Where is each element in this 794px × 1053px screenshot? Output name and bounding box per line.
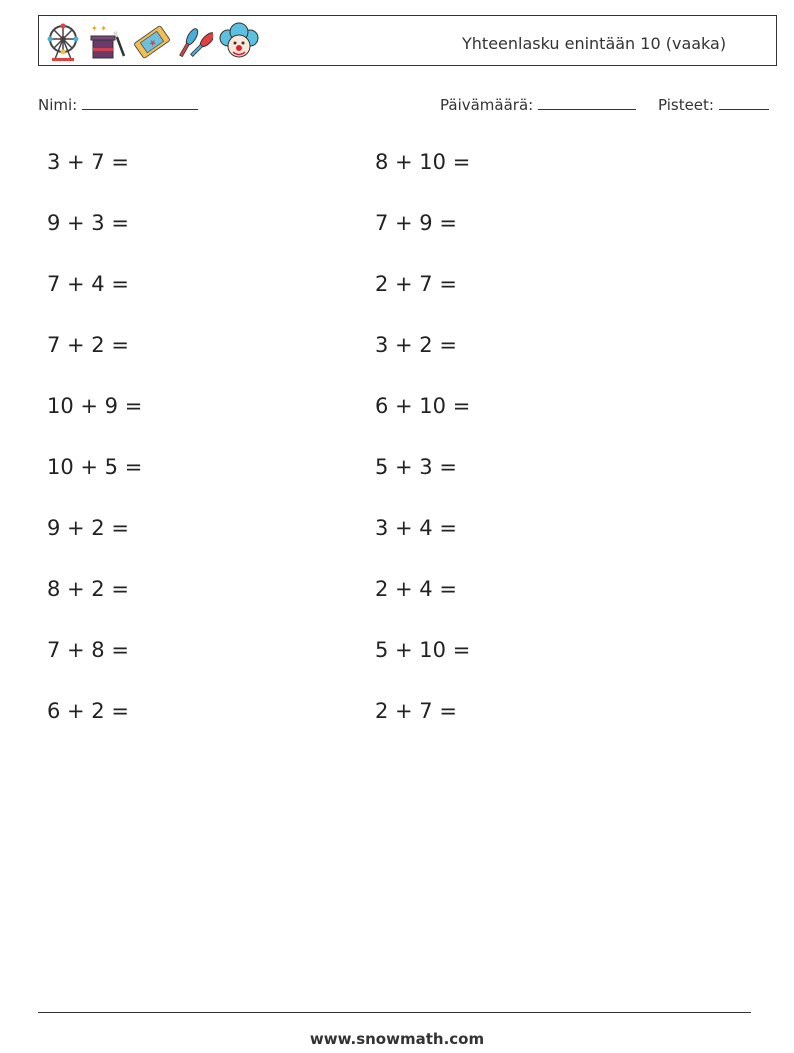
problem-left-3: 7 + 4 = — [47, 272, 129, 296]
svg-text:✦ ✦: ✦ ✦ — [91, 24, 107, 33]
name-blank — [82, 95, 198, 110]
worksheet-title: Yhteenlasku enintään 10 (vaaka) — [462, 34, 727, 53]
header-icons — [45, 20, 259, 64]
problem-left-5: 10 + 9 = — [47, 394, 143, 418]
problem-right-7: 3 + 4 = — [375, 516, 457, 540]
problem-left-6: 10 + 5 = — [47, 455, 143, 479]
date-label: Päivämäärä: — [440, 96, 534, 114]
problem-left-4: 7 + 2 = — [47, 333, 129, 357]
problem-left-7: 9 + 2 = — [47, 516, 129, 540]
footer-divider — [38, 1012, 751, 1013]
date-blank — [538, 95, 636, 110]
ferris-wheel-icon — [45, 22, 81, 62]
magic-hat-icon — [87, 22, 127, 62]
problem-right-2: 7 + 9 = — [375, 211, 457, 235]
worksheet-header — [38, 15, 777, 66]
score-blank — [719, 95, 769, 110]
juggling-pins-icon — [177, 22, 213, 62]
problem-right-3: 2 + 7 = — [375, 272, 457, 296]
problem-left-1: 3 + 7 = — [47, 150, 129, 174]
clown-icon — [219, 22, 259, 62]
footer-url: www.snowmath.com — [309, 1030, 485, 1048]
problem-right-9: 5 + 10 = — [375, 638, 471, 662]
problem-right-6: 5 + 3 = — [375, 455, 457, 479]
problem-left-10: 6 + 2 = — [47, 699, 129, 723]
problem-right-4: 3 + 2 = — [375, 333, 457, 357]
score-label: Pisteet: — [658, 96, 714, 114]
score-field — [658, 95, 769, 114]
date-field — [440, 95, 636, 114]
problem-left-8: 8 + 2 = — [47, 577, 129, 601]
name-field — [38, 95, 198, 114]
problem-right-10: 2 + 7 = — [375, 699, 457, 723]
problem-left-2: 9 + 3 = — [47, 211, 129, 235]
svg-text:★: ★ — [147, 37, 160, 51]
ticket-icon — [133, 22, 171, 62]
problem-right-5: 6 + 10 = — [375, 394, 471, 418]
problem-right-8: 2 + 4 = — [375, 577, 457, 601]
problem-right-1: 8 + 10 = — [375, 150, 471, 174]
name-label: Nimi: — [38, 96, 78, 114]
problem-left-9: 7 + 8 = — [47, 638, 129, 662]
